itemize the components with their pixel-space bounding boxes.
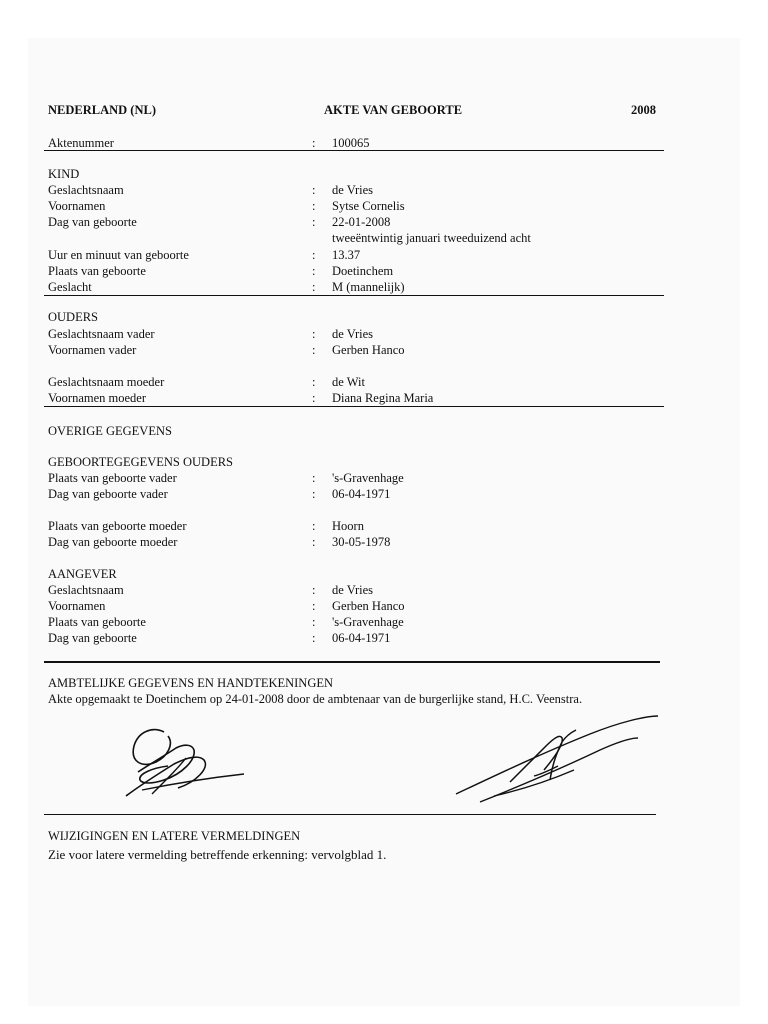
field-value-written: tweeëntwintig januari tweeduizend acht	[332, 231, 531, 245]
field-label: Dag van geboorte moeder	[48, 535, 178, 549]
colon: :	[312, 391, 316, 405]
document-title: AKTE VAN GEBOORTE	[324, 103, 463, 117]
wijzigingen-text: Zie voor latere vermelding betreffende erkenning: vervolgblad 1.	[48, 847, 387, 862]
field-value: Doetinchem	[332, 264, 394, 278]
section-heading-aangever: AANGEVER	[48, 567, 117, 581]
field-label: Voornamen moeder	[48, 391, 147, 405]
field-value: Hoorn	[332, 519, 364, 533]
colon: :	[312, 615, 316, 629]
field-value: de Vries	[332, 183, 374, 197]
section-heading-kind: KIND	[48, 167, 80, 181]
field-label: Uur en minuut van geboorte	[48, 248, 189, 262]
colon: :	[312, 199, 316, 213]
colon: :	[312, 280, 316, 294]
divider	[44, 661, 660, 663]
field-value: de Wit	[332, 375, 365, 389]
aktenummer-label: Aktenummer	[48, 136, 114, 150]
field-label: Voornamen	[48, 199, 106, 213]
field-value: Gerben Hanco	[332, 599, 405, 613]
country-label: NEDERLAND (NL)	[48, 103, 156, 117]
field-label: Geslachtsnaam	[48, 183, 124, 197]
colon: :	[312, 599, 316, 613]
field-label: Plaats van geboorte	[48, 264, 146, 278]
field-value: 22-01-2008	[332, 215, 391, 229]
divider	[44, 406, 664, 407]
colon: :	[312, 264, 316, 278]
document-year: 2008	[631, 103, 656, 117]
colon: :	[312, 215, 316, 229]
field-value: 06-04-1971	[332, 631, 391, 645]
section-heading-ambtelijk: AMBTELIJKE GEGEVENS EN HANDTEKENINGEN	[48, 676, 334, 690]
field-value: 13.37	[332, 248, 361, 262]
section-heading-ouders: OUDERS	[48, 310, 99, 324]
subsection-heading-geboortegegevens: GEBOORTEGEGEVENS OUDERS	[48, 455, 234, 469]
section-heading-wijzigingen: WIJZIGINGEN EN LATERE VERMELDINGEN	[48, 829, 301, 843]
field-value: 30-05-1978	[332, 535, 391, 549]
field-label: Plaats van geboorte moeder	[48, 519, 187, 533]
colon: :	[312, 535, 316, 549]
colon: :	[312, 471, 316, 485]
colon: :	[312, 375, 316, 389]
field-label: Dag van geboorte	[48, 215, 137, 229]
divider	[44, 150, 664, 151]
colon: :	[312, 519, 316, 533]
field-label: Geslachtsnaam moeder	[48, 375, 165, 389]
colon: :	[312, 183, 316, 197]
field-label: Geslachtsnaam	[48, 583, 124, 597]
field-value: Sytse Cornelis	[332, 199, 405, 213]
field-label: Voornamen	[48, 599, 106, 613]
aktenummer-value: 100065	[332, 136, 370, 150]
colon: :	[312, 343, 316, 357]
signature-right	[450, 708, 666, 812]
divider	[44, 295, 664, 296]
signature-left	[112, 718, 252, 804]
field-value: M (mannelijk)	[332, 280, 405, 294]
field-label: Plaats van geboorte	[48, 615, 146, 629]
colon: :	[312, 583, 316, 597]
field-value: 's-Gravenhage	[332, 615, 404, 629]
field-value: Diana Regina Maria	[332, 391, 434, 405]
divider	[44, 814, 656, 815]
colon: :	[312, 631, 316, 645]
field-value: de Vries	[332, 583, 374, 597]
colon: :	[312, 487, 316, 501]
field-value: de Vries	[332, 327, 374, 341]
colon: :	[312, 248, 316, 262]
field-label: Dag van geboorte	[48, 631, 137, 645]
field-label: Voornamen vader	[48, 343, 137, 357]
field-value: Gerben Hanco	[332, 343, 405, 357]
field-label: Dag van geboorte vader	[48, 487, 168, 501]
field-label: Geslachtsnaam vader	[48, 327, 155, 341]
field-value: 06-04-1971	[332, 487, 391, 501]
field-label: Plaats van geboorte vader	[48, 471, 177, 485]
field-label: Geslacht	[48, 280, 92, 294]
section-heading-overige: OVERIGE GEGEVENS	[48, 424, 172, 438]
field-value: 's-Gravenhage	[332, 471, 404, 485]
colon: :	[312, 136, 316, 150]
colon: :	[312, 327, 316, 341]
ambtelijk-text: Akte opgemaakt te Doetinchem op 24-01-2008 door de ambtenaar van de burgerlijke stand, H.C. Veenstra.	[48, 692, 583, 706]
